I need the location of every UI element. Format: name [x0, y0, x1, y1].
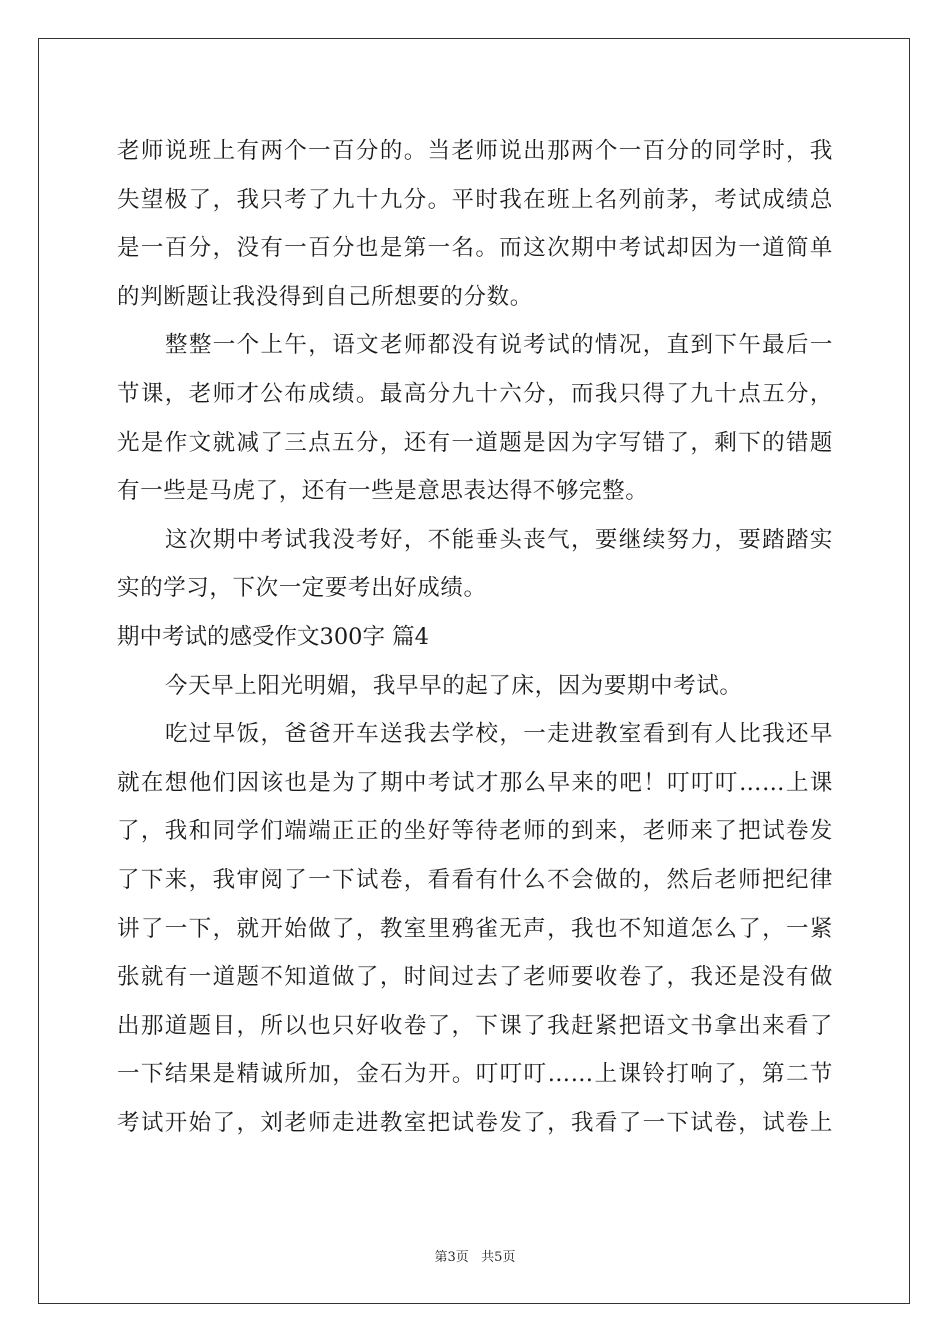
paragraph-first-line: 这次期中考试我没考好，不能垂头丧气，要继续努力，要踏踏实: [165, 526, 833, 553]
text-line: 张就有一道题不知道做了，时间过去了老师要收卷了，我还是没有做: [117, 964, 833, 991]
text-line: 讲了一下，就开始做了，教室里鸦雀无声，我也不知道怎么了，一紧: [117, 915, 833, 942]
text-line: 是一百分，没有一百分也是第一名。而这次期中考试却因为一道简单: [117, 235, 833, 262]
text-line: 了下来，我审阅了一下试卷，看看有什么不会做的，然后老师把纪律: [117, 866, 833, 893]
text-line: 老师说班上有两个一百分的。当老师说出那两个一百分的同学时，我: [117, 138, 833, 164]
text-line: 了，我和同学们端端正正的坐好等待老师的到来，老师来了把试卷发: [117, 818, 833, 845]
text-line: 考试开始了，刘老师走进教室把试卷发了，我看了一下试卷，试卷上: [117, 1109, 833, 1136]
section-heading: 期中考试的感受作文300字 篇4: [117, 623, 429, 650]
paragraph-first-line: 今天早上阳光明媚，我早早的起了床，因为要期中考试。: [165, 672, 743, 699]
text-line: 出那道题目，所以也只好收卷了，下课了我赶紧把语文书拿出来看了: [117, 1012, 833, 1039]
text-line: 实的学习，下次一定要考出好成绩。: [117, 575, 487, 602]
text-line: 有一些是马虎了，还有一些是意思表达得不够完整。: [117, 478, 649, 505]
text-line: 就在想他们因该也是为了期中考试才那么早来的吧！叮叮叮……上课: [117, 769, 833, 796]
document-body: [117, 127, 833, 1147]
text-line: 失望极了，我只考了九十九分。平时我在班上名列前茅，考试成绩总: [117, 186, 833, 213]
page-number-footer: 第3页 共5页: [434, 1250, 516, 1265]
paragraph-first-line: 整整一个上午，语文老师都没有说考试的情况，直到下午最后一: [165, 332, 833, 359]
text-line: 光是作文就减了三点五分，还有一道题是因为字写错了，剩下的错题: [117, 429, 833, 456]
text-line: 一下结果是精诚所加，金石为开。叮叮叮……上课铃打响了，第二节: [117, 1061, 833, 1088]
paragraph-first-line: 吃过早饭，爸爸开车送我去学校，一走进教室看到有人比我还早: [165, 721, 833, 748]
text-line: 的判断题让我没得到自己所想要的分数。: [117, 283, 533, 310]
text-line: 节课，老师才公布成绩。最高分九十六分，而我只得了九十点五分，: [117, 380, 833, 407]
